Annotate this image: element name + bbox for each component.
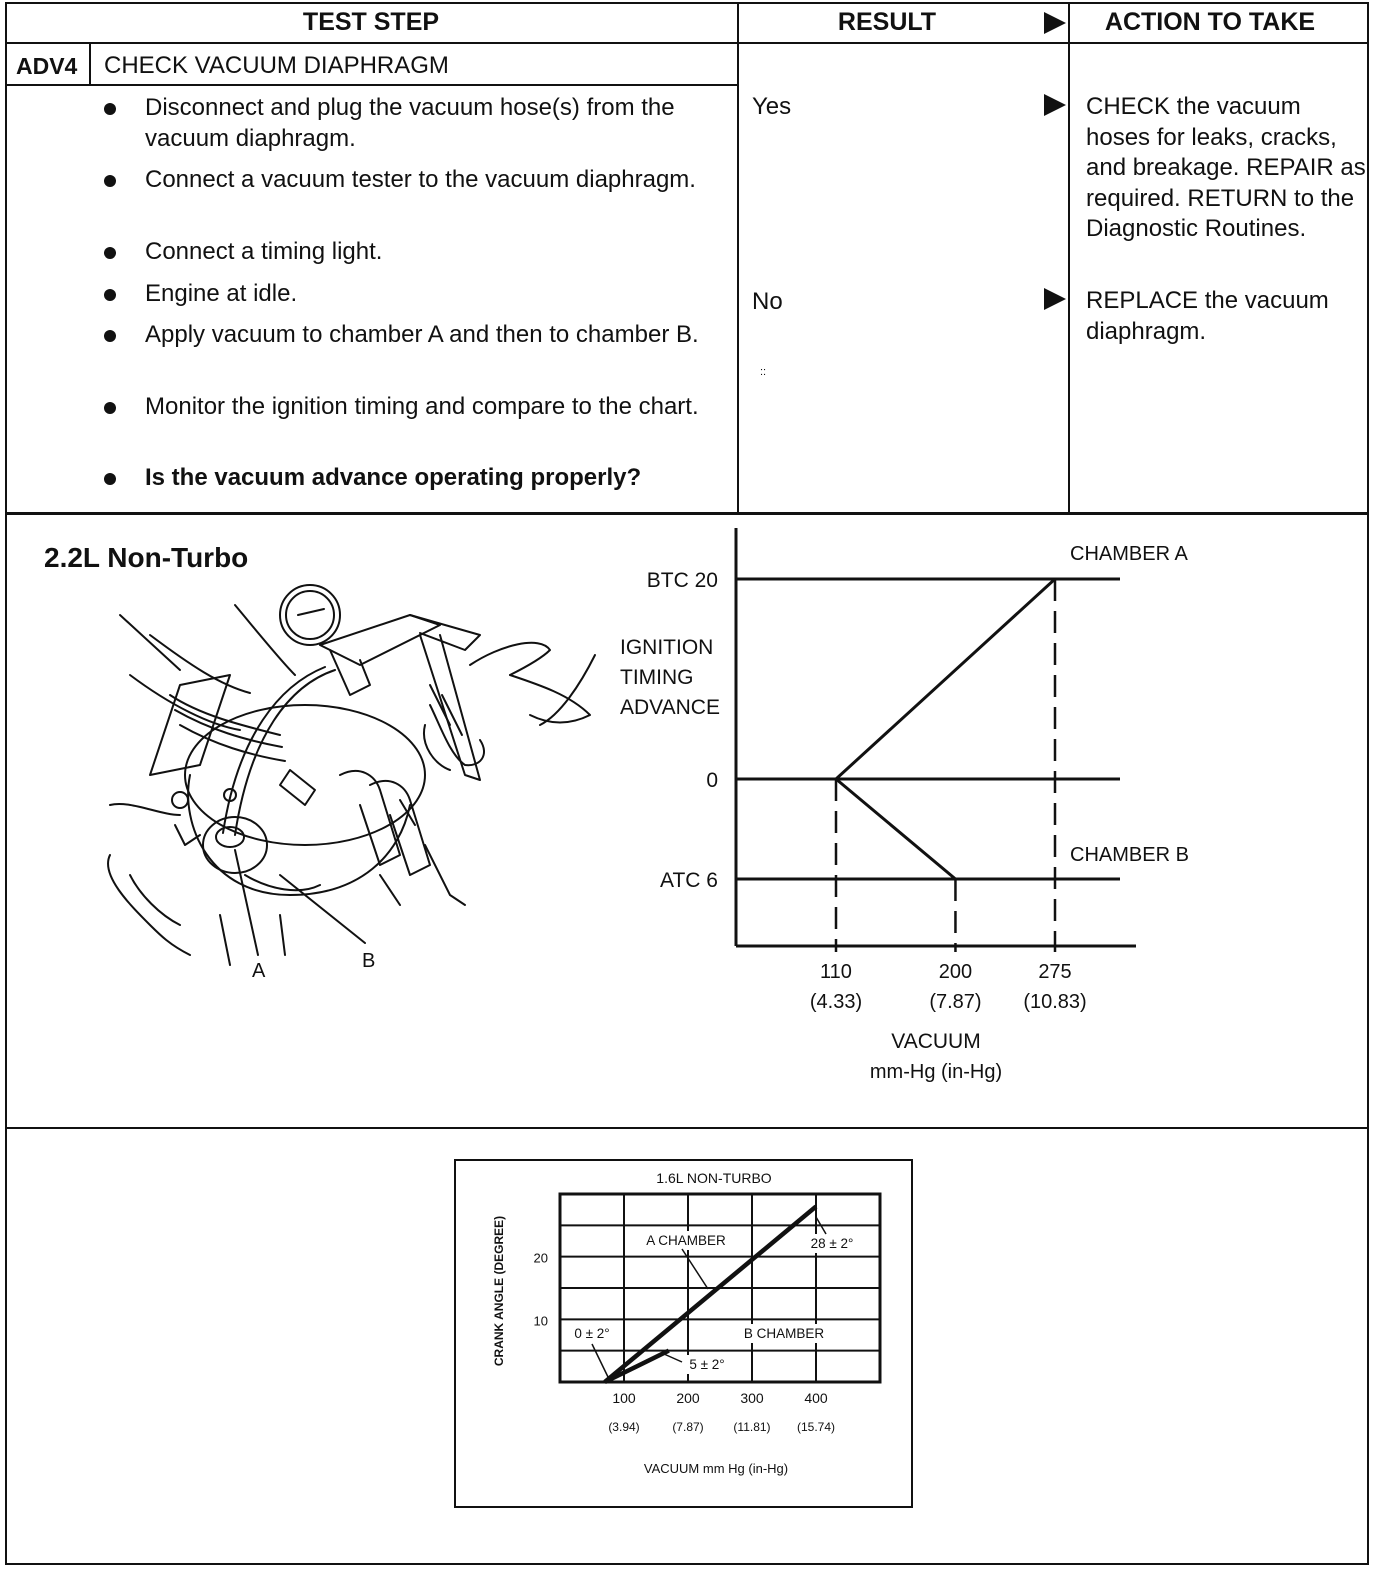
step-title: CHECK VACUUM DIAPHRAGM <box>104 52 449 79</box>
bullet-icon <box>104 175 116 187</box>
y-axis-label: TIMING <box>620 666 694 689</box>
series-line-chamber-a <box>836 579 1055 779</box>
step-code-divider <box>89 42 91 84</box>
leader-a <box>235 850 258 955</box>
stray-mark: :: <box>760 366 767 378</box>
step-item-text: Engine at idle. <box>145 280 298 307</box>
step-item-text: Is the vacuum advance operating properly? <box>145 464 642 491</box>
annotation: B CHAMBER <box>743 1326 825 1341</box>
series-label: CHAMBER A <box>1070 543 1188 565</box>
step-item <box>100 278 700 309</box>
x-tick-sublabel: (4.33) <box>809 991 863 1013</box>
step-item-text: Disconnect and plug the vacuum hose(s) from the vacuum diaphragm. <box>145 94 675 152</box>
column-divider-1 <box>737 2 739 514</box>
chart-title: 1.6L NON-TURBO <box>656 1170 772 1186</box>
annotation: A CHAMBER <box>646 1233 726 1248</box>
y-tick-label: 10 <box>533 1313 548 1329</box>
y-axis-label: ADVANCE <box>620 696 720 719</box>
step-code: ADV4 <box>16 53 78 79</box>
x-tick-label: 110 <box>820 961 852 983</box>
action-no: REPLACE the vacuum diaphragm. <box>1086 287 1329 345</box>
bullet-icon <box>104 247 116 259</box>
bullet-icon <box>104 103 116 115</box>
x-tick-sublabel: (15.74) <box>796 1420 836 1434</box>
step-item-text: Apply vacuum to chamber A and then to chamber B. <box>145 321 699 348</box>
x-axis-label: VACUUM <box>891 1030 981 1053</box>
annotation-leader <box>592 1344 608 1377</box>
y-axis-label: IGNITION <box>620 636 714 659</box>
header-test-step: TEST STEP <box>302 8 440 36</box>
header-action: ACTION TO TAKE <box>1104 8 1316 36</box>
annotation-leader <box>682 1249 708 1289</box>
section-rule-1 <box>5 512 1369 515</box>
x-tick-label: 275 <box>1038 961 1072 983</box>
action-yes: CHECK the vacuum hoses for leaks, cracks, and breakage. REPAIR as required. RETURN to the Diagnostic Routines. <box>1086 93 1366 242</box>
result-yes: Yes <box>752 93 792 120</box>
timing-advance-chart <box>590 520 1250 1100</box>
x-tick-sublabel: (10.83) <box>1023 991 1087 1013</box>
x-tick-label: 300 <box>740 1390 764 1406</box>
distributor-illustration <box>70 575 610 985</box>
step-item <box>100 391 700 422</box>
step-item <box>100 164 700 195</box>
bullet-icon <box>104 330 116 342</box>
header-arrow-icon <box>1044 12 1066 34</box>
label-a: A <box>252 960 266 982</box>
y-tick-label: BTC 20 <box>646 569 718 592</box>
series-line-chamber-b <box>836 779 955 879</box>
header-bottom-rule <box>5 42 1369 44</box>
x-tick-label: 200 <box>676 1390 700 1406</box>
annotation: 0 ± 2° <box>574 1326 610 1341</box>
x-tick-label: 200 <box>938 961 973 983</box>
x-tick-sublabel: (11.81) <box>733 1420 771 1434</box>
x-tick-label: 400 <box>804 1390 828 1406</box>
leader-b <box>280 875 365 943</box>
step-item-text: Connect a timing light. <box>145 238 383 265</box>
series-label: CHAMBER B <box>1070 844 1189 866</box>
bullet-icon <box>104 402 116 414</box>
y-tick-label: 20 <box>533 1250 548 1266</box>
annotation: 5 ± 2° <box>689 1357 725 1372</box>
vacuum-gauge <box>280 585 340 645</box>
crank-angle-chart <box>456 1161 911 1506</box>
y-axis-label: CRANK ANGLE (DEGREE) <box>492 1215 506 1367</box>
x-tick-sublabel: (7.87) <box>929 991 982 1013</box>
x-tick-sublabel: (3.94) <box>608 1420 640 1434</box>
y-tick-label: ATC 6 <box>660 869 718 892</box>
step-item-text: Connect a vacuum tester to the vacuum diaphragm. <box>145 166 696 193</box>
result-no-arrow-icon <box>1044 288 1066 310</box>
x-tick-sublabel: (7.87) <box>672 1420 704 1434</box>
figure-title: 2.2L Non-Turbo <box>44 542 249 573</box>
step-item <box>100 236 700 267</box>
result-yes-arrow-icon <box>1044 94 1066 116</box>
header-result: RESULT <box>837 8 937 36</box>
step-item <box>100 319 700 350</box>
step-item <box>100 92 700 154</box>
y-tick-label: 0 <box>706 769 718 792</box>
x-tick-label: 100 <box>612 1390 636 1406</box>
column-divider-2 <box>1068 2 1070 514</box>
step-title-rule <box>5 84 739 86</box>
bullet-icon <box>104 289 116 301</box>
step-item-question <box>100 462 700 493</box>
annotation: 28 ± 2° <box>810 1236 854 1251</box>
result-no: No <box>752 288 783 315</box>
x-axis-label: VACUUM mm Hg (in-Hg) <box>643 1461 789 1476</box>
bullet-icon <box>104 473 116 485</box>
step-item-text: Monitor the ignition timing and compare to the chart. <box>145 393 699 420</box>
label-b: B <box>362 950 376 972</box>
x-axis-unit: mm-Hg (in-Hg) <box>869 1061 1003 1083</box>
section-rule-2 <box>5 1127 1369 1129</box>
